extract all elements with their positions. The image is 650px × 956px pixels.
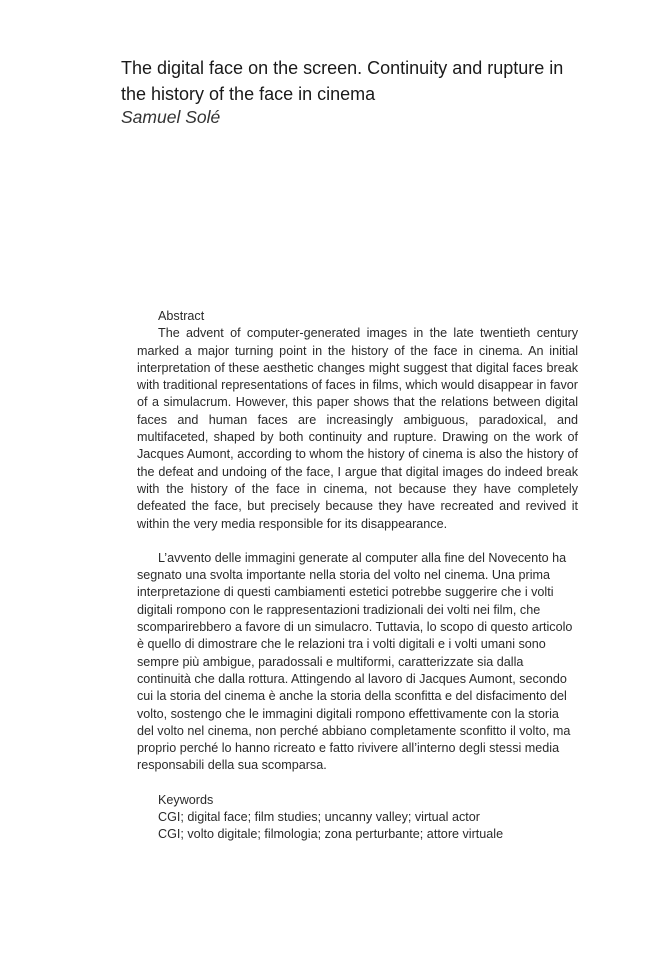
- abstract-label: Abstract: [158, 309, 205, 323]
- abstract-italian-paragraph: L’avvento delle immagini generate al computer alla fine del Novecento ha segnato una svolta importante nella storia del volto nel cinema. Una prima interpretazione di questi cambiamenti estetici potrebbe suggerire che i volti digitali rompono con le rappresentazioni tradizionali dei volti nei film, che scomparirebbero a favore di un simulacro. Tuttavia, lo scopo di questo articolo è quello di dimostrare che le relazioni tra i volti digitali e i volti umani sono sempre più ambigue, paradossali e multiformi, caratterizzate sia dalla continuità che dalla rottura. Attingendo al lavoro di Jacques Aumont, secondo cui la storia del cinema è anche la storia della sconfitta e del disfacimento del volto, sostengo che le immagini digitali rompono effettivamente con la storia del volto nel cinema, non perché abbiano completamente sconfitto il volto, ma proprio perché lo hanno ricreato e fatto rivivere all’interno degli stessi media responsabili della sua scomparsa.: [137, 550, 573, 773]
- author-name: Samuel Solé: [121, 107, 221, 127]
- abstract-section: [137, 308, 578, 844]
- keywords-section: [137, 792, 578, 844]
- keywords-english: CGI; digital face; film studies; uncanny valley; virtual actor: [158, 810, 480, 825]
- article-title: The digital face on the screen. Continuity and rupture in the history of the face in cinema: [121, 58, 564, 104]
- keywords-label: Keywords: [158, 792, 214, 807]
- abstract-english-paragraph: The advent of computer-generated images in the late twentieth century marked a major turning point in the history of the face in cinema. An initial interpretation of these aesthetic changes might suggest that digital faces break with traditional representations of faces in films, which would disappear in favor of a simulacrum. However, this paper shows that the relations between digital faces and human faces are increasingly ambiguous, paradoxical, and multifaceted, shaped by both continuity and rupture. Drawing on the work of Jacques Aumont, according to whom the history of cinema is also the history of the defeat and undoing of the face, I argue that digital images do indeed break with the history of the face in cinema, not because they have completely defeated the face, but precisely because they have recreated and revived it within the very media responsible for its disappearance.: [137, 326, 578, 531]
- keywords-italian: CGI; volto digitale; filmologia; zona perturbante; attore virtuale: [158, 827, 504, 842]
